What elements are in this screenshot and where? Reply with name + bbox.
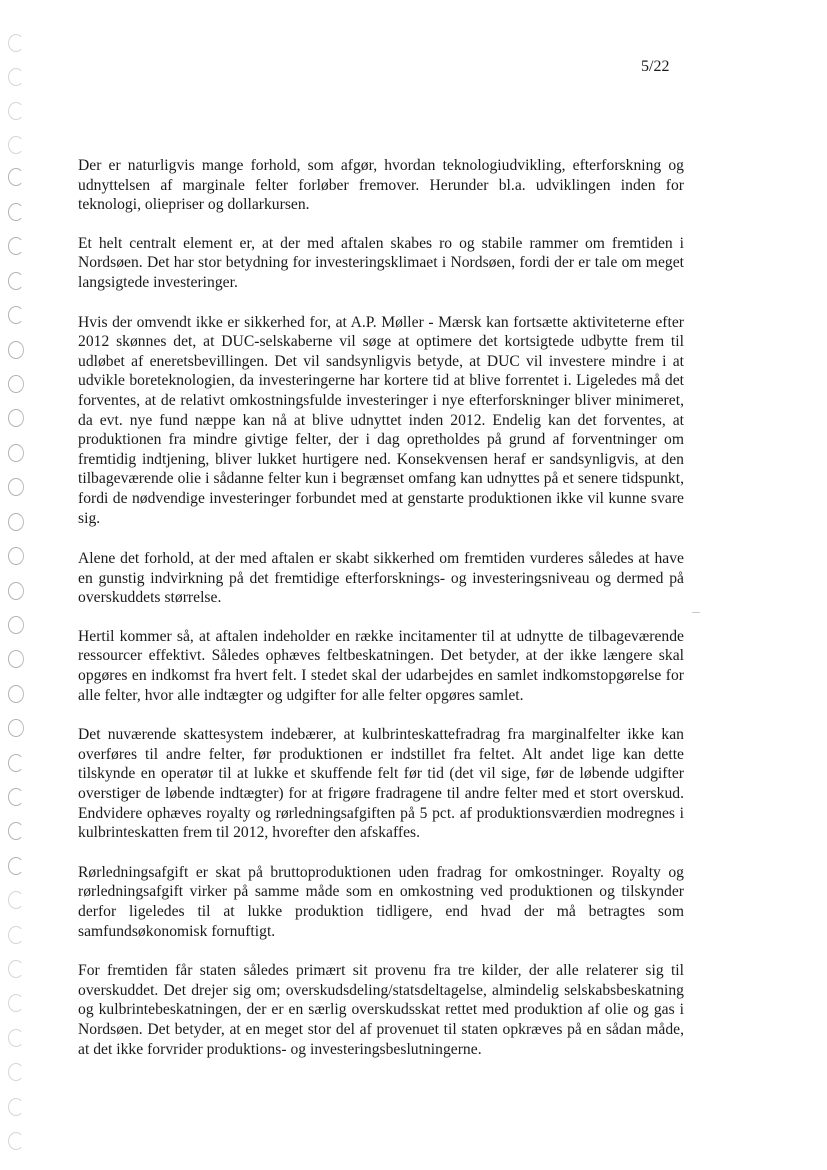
binder-hole-icon	[8, 168, 24, 186]
binder-hole-icon	[8, 1132, 24, 1150]
binder-hole-icon	[8, 237, 24, 255]
binder-hole-marks	[4, 0, 34, 1170]
binder-hole-icon	[8, 136, 24, 154]
binder-hole-icon	[8, 306, 24, 324]
binder-hole-icon	[8, 822, 24, 840]
binder-hole-icon	[8, 616, 24, 634]
page-number: 5/22	[641, 58, 670, 75]
binder-hole-icon	[8, 994, 24, 1012]
binder-hole-icon	[8, 68, 24, 86]
paragraph: Hvis der omvendt ikke er sikkerhed for, at A.P. Møller - Mærsk kan fortsætte aktiviteterne efter 2012 skønnes det, at DUC-selskaberne vil søge at optimere det kortsigtede udbytte frem til udløbet af eneretsbevillingen. Det vil sandsynligvis betyde, at DUC vil investere mindre i at udvikle boreteknologien, da investeringerne har kortere tid at blive forrentet i. Ligeledes må det forventes, at de relativt omkostningsfulde investeringer i nye efterforskninger bliver minimeret, da evt. nye fund næppe kan nå at blive udnyttet inden 2012. Endelig kan det forventes, at produktionen fra mindre givtige felter, der i dag opretholdes på grund af forventninger om fremtidig indtjening, bliver lukket hurtigere ned. Konsekvensen heraf er sandsynligvis, at den tilbageværende olie i sådanne felter kun i begrænset omfang kan udnyttes på et senere tidspunkt, fordi de nødvendige investeringer forbundet med at genstarte produktionen ikke vil kunne svare sig.	[78, 313, 684, 527]
binder-hole-icon	[8, 788, 24, 806]
binder-hole-icon	[8, 685, 24, 703]
paragraph: Et helt centralt element er, at der med aftalen skabes ro og stabile rammer om fremtiden i Nordsøen. Det har stor betydning for investeringsklimaet i Nordsøen, fordi der er tale om meget langsigtede investeringer.	[78, 234, 684, 291]
paragraph: For fremtiden får staten således primært sit provenu fra tre kilder, der alle relaterer sig til overskuddet. Det drejer sig om; overskudsdeling/statsdeltagelse, almindelig selskabsbeskatning og kulbrintebeskatningen, der er en særlig overskudsskat rettet med produktion af olie og gas i Nordsøen. Det betyder, at en meget stor del af provenuet til staten opkræves på en sådan måde, at det ikke forvrider produktions- og investeringsbeslutningerne.	[78, 962, 684, 1058]
binder-hole-icon	[8, 409, 24, 427]
binder-hole-icon	[8, 102, 24, 120]
binder-hole-icon	[8, 582, 24, 600]
binder-hole-icon	[8, 444, 24, 462]
paragraph: Rørledningsafgift er skat på bruttoproduktionen uden fradrag for omkostninger. Royalty og rørledningsafgift virker på samme måde som en omkostning ved produktionen og tilskynder derfor ligeledes til at lukke produktion tidligere, end hvad der må betragtes som samfundsøkonomisk fornuftigt.	[78, 863, 684, 940]
binder-hole-icon	[8, 1029, 24, 1047]
binder-hole-icon	[8, 547, 24, 565]
binder-hole-icon	[8, 960, 24, 978]
binder-hole-icon	[8, 891, 24, 909]
paragraph: Alene det forhold, at der med aftalen er skabt sikkerhed om fremtiden vurderes således at have en gunstig indvirkning på det fremtidige efterforsknings- og investeringsniveau og dermed på overskuddets størrelse.	[78, 550, 684, 607]
binder-hole-icon	[8, 1098, 24, 1116]
binder-hole-icon	[8, 754, 24, 772]
binder-hole-icon	[8, 926, 24, 944]
paragraph: Hertil kommer så, at aftalen indeholder en række incitamenter til at udnytte de tilbageværende ressourcer effektivt. Således ophæves feltbeskatningen. Det betyder, at der ikke længere skal opgøres en indkomst fra hvert felt. I stedet skal der udarbejdes en samlet indkomstopgørelse for alle felter, hvor alle indtægter og udgifter for alle felter opgøres samlet.	[78, 627, 684, 704]
binder-hole-icon	[8, 341, 24, 359]
binder-hole-icon	[8, 375, 24, 393]
binder-hole-icon	[8, 203, 24, 221]
paragraph: Der er naturligvis mange forhold, som afgør, hvordan teknologiudvikling, efterforskning og udnyttelsen af marginale felter forløber fremover. Herunder bl.a. udviklingen inden for teknologi, oliepriser og dollarkursen.	[78, 157, 684, 214]
binder-hole-icon	[8, 719, 24, 737]
binder-hole-icon	[8, 478, 24, 496]
binder-hole-icon	[8, 1063, 24, 1081]
binder-hole-icon	[8, 857, 24, 875]
binder-hole-icon	[8, 272, 24, 290]
scan-artifact	[692, 612, 700, 613]
paragraph: Det nuværende skattesystem indebærer, at kulbrinteskattefradrag fra marginalfelter ikke kan overføres til andre felter, før produktionen er indstillet fra feltet. Alt andet lige kan dette tilskynde en operatør til at lukke et skuffende felt før tid (det vil sige, før de løbende udgifter overstiger de løbende indtægter) for at frigøre fradragene til andre felter med et stort overskud. Endvidere ophæves royalty og rørledningsafgiften på 5 pct. af produktionsværdien modregnes i kulbrinteskatten frem til 2012, hvorefter den afskaffes.	[78, 726, 684, 842]
binder-hole-icon	[8, 34, 24, 52]
binder-hole-icon	[8, 650, 24, 668]
binder-hole-icon	[8, 513, 24, 531]
document-body	[78, 156, 684, 1080]
